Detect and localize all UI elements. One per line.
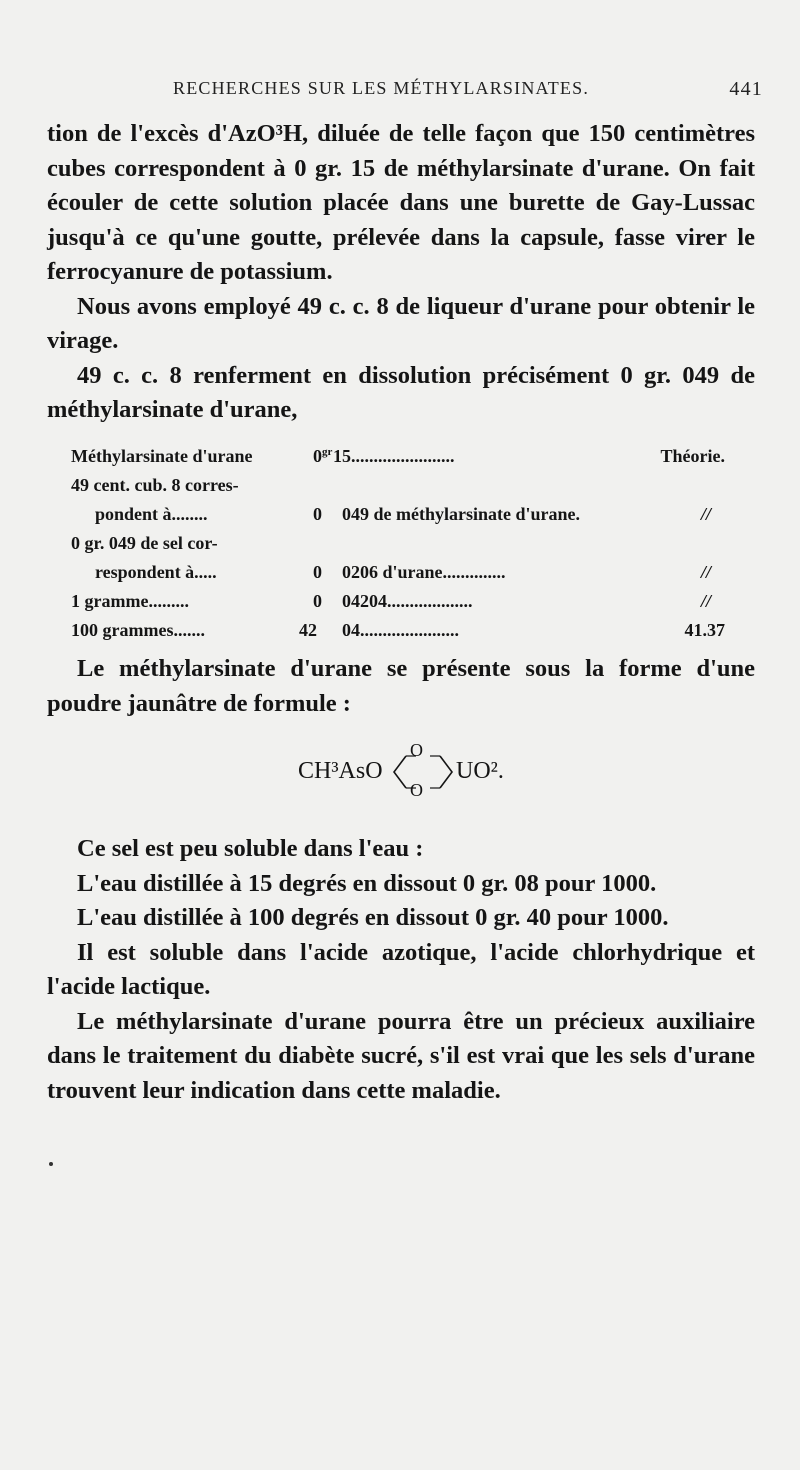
formula-right: UO². <box>456 758 504 784</box>
table-cell-label: 1 gramme......... <box>71 591 189 611</box>
paragraph: tion de l'excès d'AzO³H, diluée de telle façon que 150 centimètres cubes correspondent à 0 gr. 15 de méthylarsinate d'urane. On fait écouler de cette solution placée dans une burette de Gay-Lussac jusqu'à ce qu'une goutte, prélevée dans la capsule, fasse virer le ferrocyanure de potassium. <box>47 120 755 285</box>
table-cell-label: Méthylarsinate d'urane <box>71 446 253 466</box>
results-table <box>71 442 751 645</box>
table-cell-int: 42 <box>299 620 317 640</box>
paragraph: L'eau distillée à 15 degrés en dissout 0 gr. 08 pour 1000. <box>77 869 657 897</box>
formula-oxygen-top: O <box>410 740 423 760</box>
table-cell-value: 15....................... <box>333 446 455 466</box>
paragraph: Le méthylarsinate d'urane se présente sous la forme d'une poudre jaunâtre de formule : <box>47 655 755 717</box>
table-cell-value: 04...................... <box>342 620 459 640</box>
table-cell-value: 0206 d'urane.............. <box>342 562 506 582</box>
paragraph: 49 c. c. 8 renferment en dissolution précisément 0 gr. 049 de méthylarsinate d'urane, <box>47 361 755 423</box>
table-cell-int: 0 <box>313 591 322 611</box>
table-cell-label: 100 grammes....... <box>71 620 205 640</box>
table-row <box>71 616 751 645</box>
table-cell-int: 0 <box>313 504 322 524</box>
formula-oxygen-bottom: O <box>410 780 423 800</box>
table-row <box>71 442 751 471</box>
page-number: 441 <box>729 78 763 100</box>
formula-left: CH³AsO <box>298 758 383 784</box>
running-title: RECHERCHES SUR LES MÉTHYLARSINATES. <box>173 78 590 98</box>
table-cell-label: 49 cent. cub. 8 corres- <box>71 475 239 495</box>
table-row <box>71 471 751 500</box>
table-row <box>71 558 751 587</box>
table-cell-value: 049 de méthylarsinate d'urane. <box>342 504 580 524</box>
paragraph: L'eau distillée à 100 degrés en dissout 0 gr. 40 pour 1000. <box>77 904 669 931</box>
table-cell-label: pondent à........ <box>95 504 208 524</box>
body-text-top <box>47 117 755 428</box>
table-cell-note: // <box>700 591 711 611</box>
formula-intro <box>47 652 755 721</box>
table-row <box>71 587 751 616</box>
table-cell-int: $0^{gr}$ <box>313 446 333 466</box>
table-row <box>71 500 751 529</box>
paragraph: Ce sel est peu soluble dans l'eau : <box>77 835 424 862</box>
table-cell-note: // <box>700 504 711 524</box>
table-cell-note: Théorie. <box>660 446 725 466</box>
body-text-bottom <box>47 832 755 1108</box>
table-cell-label: 0 gr. 049 de sel cor- <box>71 533 218 553</box>
table-cell-int: 0 <box>313 562 322 582</box>
paragraph: Le méthylarsinate d'urane pourra être un précieux auxiliaire dans le traitement du diabète sucré, s'il est vrai que les sels d'urane trouvent leur indication dans cette maladie. <box>47 1007 755 1104</box>
paragraph: Nous avons employé 49 c. c. 8 de liqueur d'urane pour obtenir le virage. <box>47 292 755 354</box>
table-cell-value: 04204................... <box>342 591 473 611</box>
table-cell-note: // <box>700 562 711 582</box>
formula-ring-bracket <box>392 754 454 790</box>
table-cell-note: 41.37 <box>684 620 725 640</box>
paragraph: Il est soluble dans l'acide azotique, l'acide chlorhydrique et l'acide lactique. <box>47 938 755 1000</box>
running-header <box>47 78 763 108</box>
ink-speck <box>49 1162 53 1166</box>
table-row <box>71 529 751 558</box>
table-cell-label: respondent à..... <box>95 562 217 582</box>
